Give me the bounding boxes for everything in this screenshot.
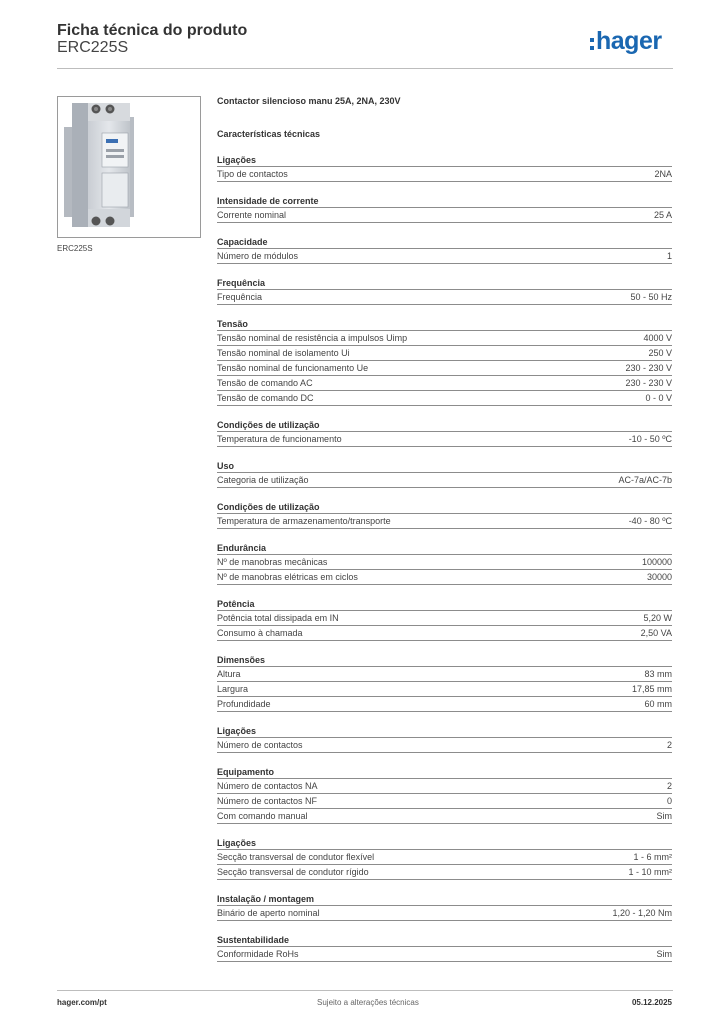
spec-label: Tensão nominal de isolamento Ui	[217, 348, 350, 358]
spec-label: Tensão de comando DC	[217, 393, 314, 403]
spec-group	[217, 934, 672, 962]
logo-text: hager	[596, 27, 662, 55]
spec-group-title: Endurância	[217, 542, 672, 555]
spec-label: Número de contactos	[217, 740, 303, 750]
spec-group-title: Condições de utilização	[217, 419, 672, 432]
spec-row	[217, 167, 672, 182]
product-code: ERC225S	[57, 39, 129, 56]
product-name: Contactor silencioso manu 25A, 2NA, 230V	[217, 96, 401, 106]
spec-label: Tensão de comando AC	[217, 378, 313, 388]
spec-group-title: Uso	[217, 460, 672, 473]
spec-label: Categoria de utilização	[217, 475, 309, 485]
spec-value: -40 - 80 ºC	[628, 516, 672, 526]
spec-row	[217, 667, 672, 682]
spec-value: 0	[666, 796, 672, 806]
product-image-caption: ERC225S	[57, 244, 93, 253]
spec-value: 5,20 W	[643, 613, 672, 623]
spec-label: Com comando manual	[217, 811, 308, 821]
spec-group	[217, 766, 672, 824]
spec-label: Profundidade	[217, 699, 271, 709]
spec-row	[217, 249, 672, 264]
spec-group-title: Ligações	[217, 725, 672, 738]
spec-label: Tipo de contactos	[217, 169, 288, 179]
spec-value: 250 V	[648, 348, 672, 358]
spec-value: 4000 V	[643, 333, 672, 343]
spec-group	[217, 236, 672, 264]
spec-value: 2NA	[654, 169, 672, 179]
spec-group	[217, 419, 672, 447]
spec-row	[217, 473, 672, 488]
spec-label: Temperatura de funcionamento	[217, 434, 342, 444]
spec-group	[217, 501, 672, 529]
spec-row	[217, 331, 672, 346]
spec-group	[217, 154, 672, 182]
spec-label: Número de contactos NF	[217, 796, 318, 806]
spec-label: Nº de manobras elétricas em ciclos	[217, 572, 358, 582]
spec-value: 1,20 - 1,20 Nm	[612, 908, 672, 918]
spec-row	[217, 514, 672, 529]
spec-group-title: Intensidade de corrente	[217, 195, 672, 208]
spec-value: -10 - 50 ºC	[628, 434, 672, 444]
footer-website[interactable]: hager.com/pt	[57, 998, 107, 1007]
spec-group	[217, 893, 672, 921]
spec-value: 25 A	[653, 210, 672, 220]
spec-group-title: Dimensões	[217, 654, 672, 667]
spec-label: Secção transversal de condutor rígido	[217, 867, 369, 877]
spec-value: 2,50 VA	[640, 628, 672, 638]
spec-row	[217, 376, 672, 391]
spec-value: 50 - 50 Hz	[630, 292, 672, 302]
spec-row	[217, 682, 672, 697]
spec-row	[217, 626, 672, 641]
spec-group	[217, 318, 672, 406]
spec-group	[217, 654, 672, 712]
spec-label: Largura	[217, 684, 249, 694]
spec-row	[217, 850, 672, 865]
spec-value: 0 - 0 V	[645, 393, 672, 403]
footer-date: 05.12.2025	[631, 998, 672, 1007]
spec-row	[217, 570, 672, 585]
spec-row	[217, 361, 672, 376]
spec-label: Consumo à chamada	[217, 628, 303, 638]
spec-group-title: Potência	[217, 598, 672, 611]
spec-row	[217, 809, 672, 824]
spec-group-title: Condições de utilização	[217, 501, 672, 514]
spec-group-title: Equipamento	[217, 766, 672, 779]
spec-group	[217, 277, 672, 305]
spec-label: Tensão nominal de funcionamento Ue	[217, 363, 369, 373]
spec-value: 1 - 6 mm²	[633, 852, 672, 862]
page-title: Ficha técnica do produto	[57, 22, 248, 39]
spec-group-title: Instalação / montagem	[217, 893, 672, 906]
spec-value: 230 - 230 V	[625, 378, 672, 388]
spec-value: 17,85 mm	[631, 684, 672, 694]
spec-row	[217, 865, 672, 880]
footer-disclaimer: Sujeito a alterações técnicas	[317, 998, 419, 1007]
spec-label: Número de módulos	[217, 251, 299, 261]
spec-label: Número de contactos NA	[217, 781, 318, 791]
spec-value: 1 - 10 mm²	[628, 867, 672, 877]
spec-group-title: Ligações	[217, 154, 672, 167]
spec-group	[217, 725, 672, 753]
spec-label: Nº de manobras mecânicas	[217, 557, 328, 567]
spec-groups	[217, 154, 672, 962]
spec-row	[217, 290, 672, 305]
spec-row	[217, 555, 672, 570]
spec-group	[217, 460, 672, 488]
spec-row	[217, 346, 672, 361]
spec-row	[217, 432, 672, 447]
spec-row	[217, 779, 672, 794]
spec-label: Conformidade RoHs	[217, 949, 299, 959]
spec-label: Frequência	[217, 292, 263, 302]
spec-value: AC-7a/AC-7b	[618, 475, 672, 485]
spec-group-title: Sustentabilidade	[217, 934, 672, 947]
spec-label: Secção transversal de condutor flexível	[217, 852, 375, 862]
spec-group	[217, 542, 672, 585]
spec-group	[217, 598, 672, 641]
spec-label: Altura	[217, 669, 241, 679]
section-heading: Características técnicas	[217, 129, 321, 139]
spec-label: Temperatura de armazenamento/transporte	[217, 516, 391, 526]
spec-value: 2	[666, 781, 672, 791]
contactor-device-icon	[58, 97, 200, 237]
spec-row	[217, 697, 672, 712]
spec-value: 100000	[641, 557, 672, 567]
spec-label: Tensão nominal de resistência a impulsos Uimp	[217, 333, 408, 343]
spec-value: 230 - 230 V	[625, 363, 672, 373]
spec-value: 1	[666, 251, 672, 261]
spec-row	[217, 738, 672, 753]
spec-label: Potência total dissipada em IN	[217, 613, 339, 623]
spec-group-title: Ligações	[217, 837, 672, 850]
spec-row	[217, 611, 672, 626]
spec-value: Sim	[656, 949, 672, 959]
spec-label: Binário de aperto nominal	[217, 908, 320, 918]
hager-logo	[590, 26, 662, 56]
spec-value: 30000	[646, 572, 672, 582]
spec-value: 83 mm	[644, 669, 672, 679]
spec-group-title: Frequência	[217, 277, 672, 290]
spec-group	[217, 195, 672, 223]
spec-group	[217, 837, 672, 880]
spec-row	[217, 906, 672, 921]
logo-dots-icon	[590, 38, 594, 50]
spec-value: Sim	[656, 811, 672, 821]
spec-value: 60 mm	[644, 699, 672, 709]
spec-label: Corrente nominal	[217, 210, 287, 220]
spec-group-title: Capacidade	[217, 236, 672, 249]
header-divider	[57, 68, 673, 69]
footer-divider	[57, 990, 673, 991]
spec-value: 2	[666, 740, 672, 750]
spec-row	[217, 947, 672, 962]
spec-group-title: Tensão	[217, 318, 672, 331]
product-image	[57, 96, 201, 238]
spec-row	[217, 208, 672, 223]
spec-row	[217, 391, 672, 406]
spec-row	[217, 794, 672, 809]
spec-content	[217, 95, 672, 962]
